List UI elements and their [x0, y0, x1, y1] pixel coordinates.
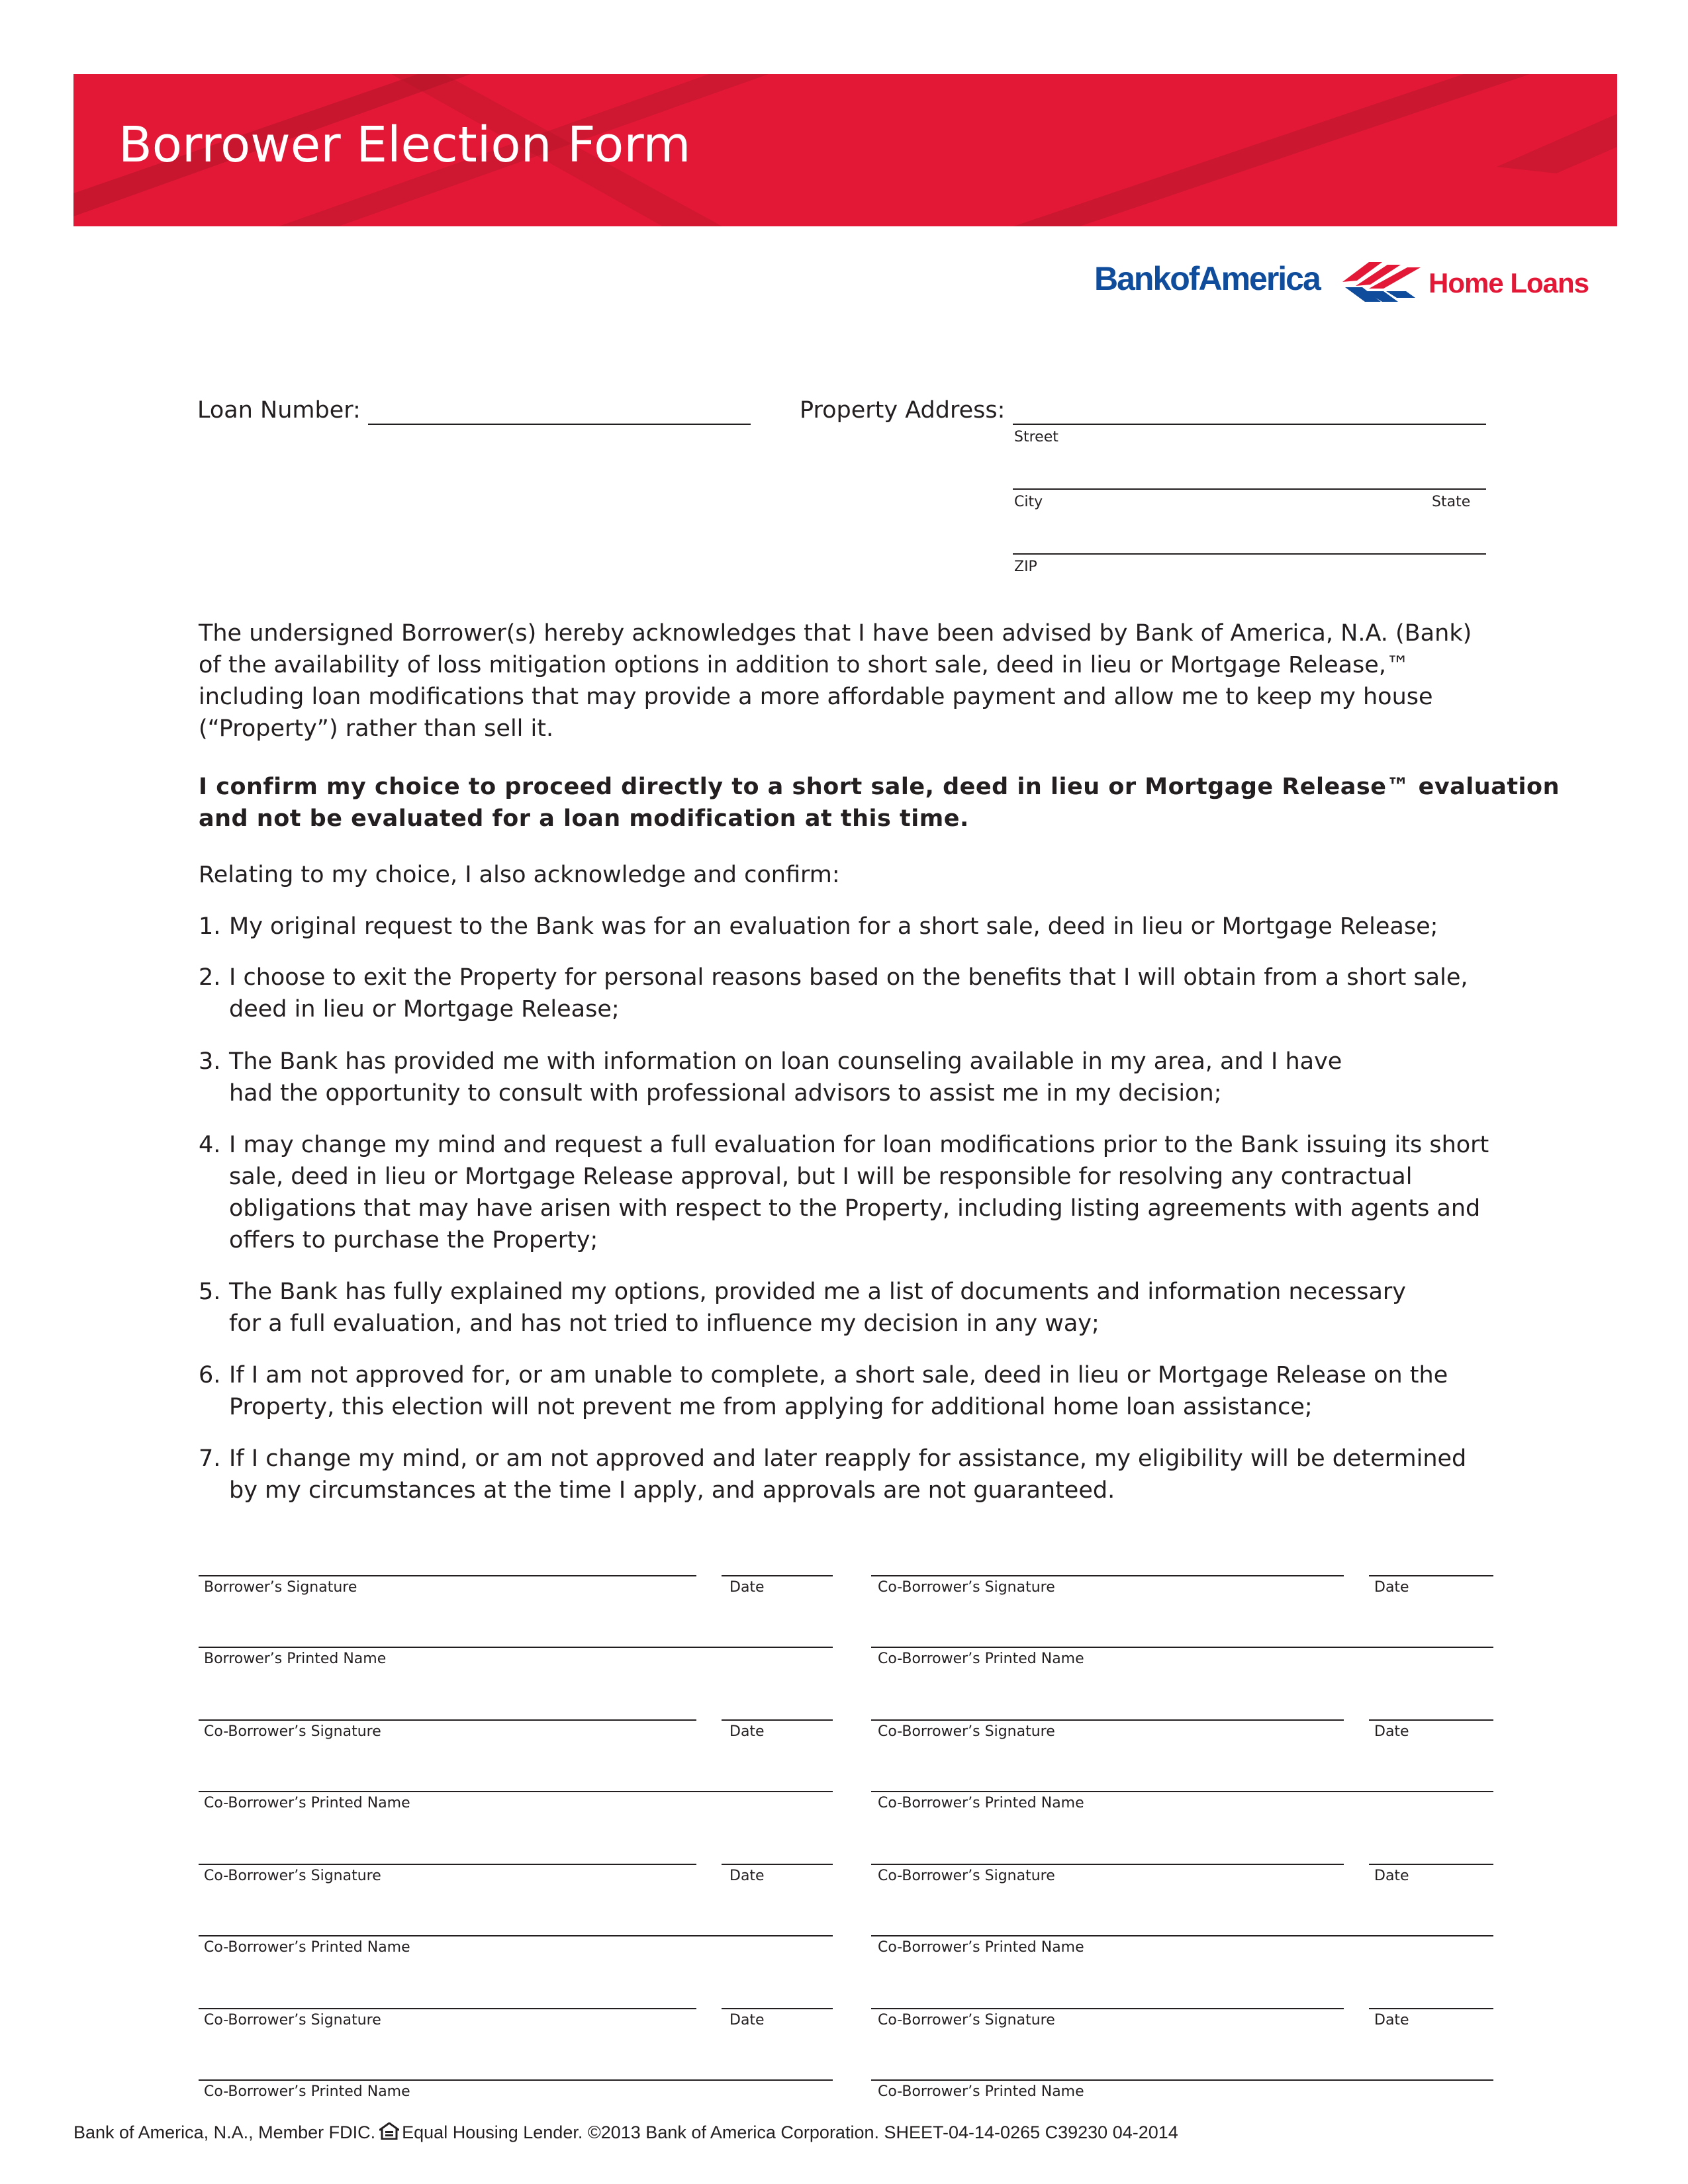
header-banner: [73, 74, 1617, 226]
printed-name-label: Co-Borrower’s Printed Name: [878, 1795, 1084, 1811]
date-field[interactable]: [722, 1575, 833, 1576]
zip-field[interactable]: [1013, 553, 1486, 555]
signature-label: Co-Borrower’s Signature: [204, 2012, 381, 2028]
printed-name-field[interactable]: [871, 2079, 1493, 2081]
signature-label: Borrower’s Signature: [204, 1579, 357, 1596]
borrower-signature-field[interactable]: [199, 1575, 696, 1576]
list-item-number: 4.: [199, 1132, 221, 1158]
list-item-number: 6.: [199, 1362, 221, 1388]
date-label: Date: [1374, 1579, 1409, 1596]
list-item-text: I may change my mind and request a full evaluation for loan modifications prior to the Bank issuing its short sale, deed in lieu or Mortgage Release approval, but I will be responsible for resolving any contractual obligations that may have arisen with respect to the Property, including listing agreements with agents and offers to purchase the Property;: [229, 1132, 1489, 1253]
property-address-label: Property Address:: [800, 397, 1006, 424]
printed-name-label: Co-Borrower’s Printed Name: [204, 2083, 410, 2100]
printed-name-field[interactable]: [199, 2079, 833, 2081]
co-borrower-signature-field[interactable]: [871, 1575, 1344, 1576]
date-field[interactable]: [1369, 1719, 1493, 1721]
printed-name-field[interactable]: [199, 1791, 833, 1792]
equal-housing-icon: [379, 2122, 399, 2144]
signature-label: Co-Borrower’s Signature: [878, 1723, 1055, 1740]
date-field[interactable]: [1369, 1575, 1493, 1576]
date-label: Date: [729, 1723, 765, 1740]
printed-name-field[interactable]: [871, 1791, 1493, 1792]
signature-label: Co-Borrower’s Signature: [204, 1723, 381, 1740]
date-label: Date: [1374, 1868, 1409, 1884]
footer-text-trail: Equal Housing Lender. ©2013 Bank of America Corporation. SHEET-04-14-0265 C39230 04-2014: [402, 2122, 1178, 2142]
signature-label: Co-Borrower’s Signature: [878, 2012, 1055, 2028]
date-field[interactable]: [1369, 1864, 1493, 1865]
street-label: Street: [1014, 429, 1058, 445]
date-field[interactable]: [1369, 2008, 1493, 2009]
list-item-text: My original request to the Bank was for an evaluation for a short sale, deed in lieu or Mortgage Release;: [229, 913, 1438, 940]
date-label: Date: [729, 1579, 765, 1596]
loan-number-label: Loan Number:: [197, 397, 361, 424]
signature-label: Co-Borrower’s Signature: [878, 1868, 1055, 1884]
city-state-field[interactable]: [1013, 488, 1486, 490]
printed-name-label: Co-Borrower’s Printed Name: [878, 1651, 1084, 1667]
list-item-text: I choose to exit the Property for personal reasons based on the benefits that I will obtain from a short sale, deed in lieu or Mortgage Release;: [229, 964, 1468, 1023]
footer-text-lead: Bank of America, N.A., Member FDIC.: [73, 2122, 376, 2142]
list-item-number: 1.: [199, 913, 221, 940]
co-borrower-signature-field[interactable]: [871, 1864, 1344, 1865]
date-label: Date: [1374, 1723, 1409, 1740]
date-field[interactable]: [722, 1719, 833, 1721]
loan-number-field[interactable]: [368, 424, 751, 425]
printed-name-field[interactable]: [871, 1935, 1493, 1936]
bank-flag-logo-icon: [1342, 262, 1422, 303]
date-label: Date: [729, 2012, 765, 2028]
list-item-text: If I change my mind, or am not approved and later reapply for assistance, my eligibility will be determined by my circumstances at the time I apply, and approvals are not guaranteed.: [229, 1445, 1467, 1504]
division-name: Home Loans: [1429, 267, 1589, 298]
list-item-text: If I am not approved for, or am unable to complete, a short sale, deed in lieu or Mortgage Release on the Property, this election will not prevent me from applying for additional home loan assistance;: [229, 1362, 1448, 1420]
list-item-number: 5.: [199, 1279, 221, 1305]
list-item-text: The Bank has fully explained my options, provided me a list of documents and information necessary for a full evaluation, and has not tried to influence my decision in any way;: [229, 1279, 1406, 1337]
date-field[interactable]: [722, 1864, 833, 1865]
state-label: State: [1432, 494, 1471, 510]
confirm-line-2: and not be evaluated for a loan modification at this time.: [199, 805, 969, 832]
printed-name-field[interactable]: [199, 1647, 833, 1648]
co-borrower-signature-field[interactable]: [199, 1719, 696, 1721]
co-borrower-signature-field[interactable]: [199, 1864, 696, 1865]
printed-name-field[interactable]: [871, 1647, 1493, 1648]
street-field[interactable]: [1013, 424, 1486, 425]
printed-name-label: Co-Borrower’s Printed Name: [878, 1939, 1084, 1956]
printed-name-label: Co-Borrower’s Printed Name: [204, 1795, 410, 1811]
date-label: Date: [1374, 2012, 1409, 2028]
list-item-number: 2.: [199, 964, 221, 991]
co-borrower-signature-field[interactable]: [871, 1719, 1344, 1721]
bank-name: BankofAmerica: [1094, 260, 1320, 297]
list-item-number: 3.: [199, 1048, 221, 1075]
printed-name-field[interactable]: [199, 1935, 833, 1936]
list-item-text: The Bank has provided me with information on loan counseling available in my area, and I have had the opportunity to consult with professional advisors to assist me in my decision;: [229, 1048, 1342, 1107]
co-borrower-signature-field[interactable]: [871, 2008, 1344, 2009]
zip-label: ZIP: [1014, 559, 1037, 575]
printed-name-label: Co-Borrower’s Printed Name: [878, 2083, 1084, 2100]
page-title: Borrower Election Form: [118, 116, 691, 173]
date-field[interactable]: [722, 2008, 833, 2009]
city-label: City: [1014, 494, 1043, 510]
confirm-line-1: I confirm my choice to proceed directly to a short sale, deed in lieu or Mortgage Release™ evaluation: [199, 774, 1560, 800]
relating-text: Relating to my choice, I also acknowledge and confirm:: [199, 862, 840, 888]
printed-name-label: Co-Borrower’s Printed Name: [204, 1939, 410, 1956]
intro-paragraph: The undersigned Borrower(s) hereby acknowledges that I have been advised by Bank of America, N.A. (Bank) of the availability of loss mitigation options in addition to short sale, deed in lieu or Mortgage Release,™ including loan modifications that may provide a more affordable payment and allow me to keep my house (“Property”) rather than sell it.: [199, 620, 1472, 742]
bank-logo: [1094, 259, 1589, 306]
printed-name-label: Borrower’s Printed Name: [204, 1651, 387, 1667]
list-item-number: 7.: [199, 1445, 221, 1472]
footer: [73, 2122, 1178, 2144]
signature-label: Co-Borrower’s Signature: [204, 1868, 381, 1884]
signature-label: Co-Borrower’s Signature: [878, 1579, 1055, 1596]
co-borrower-signature-field[interactable]: [199, 2008, 696, 2009]
date-label: Date: [729, 1868, 765, 1884]
